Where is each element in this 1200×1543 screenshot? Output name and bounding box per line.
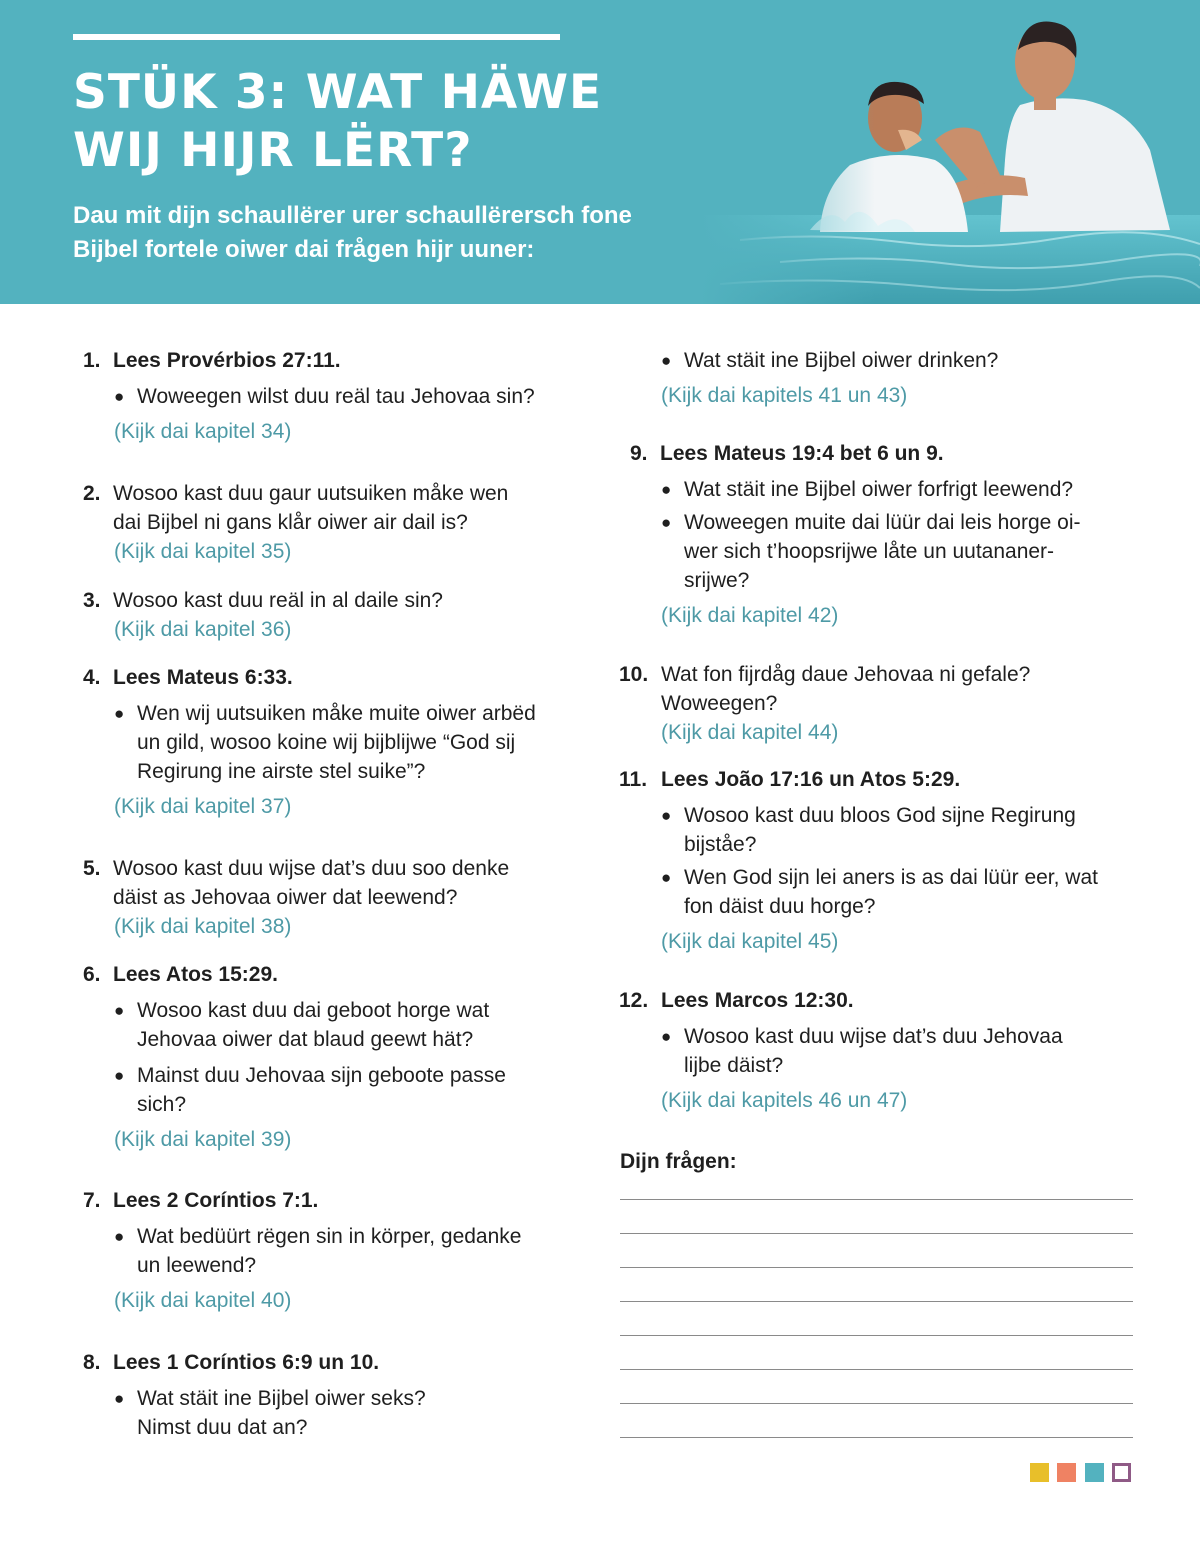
- chapter-reference: (Kijk dai kapitels 41 un 43): [661, 384, 908, 407]
- question-number: 11.: [619, 768, 648, 791]
- yellow-square-icon: [1030, 1463, 1049, 1482]
- bullet-text: [684, 1022, 1139, 1080]
- subtitle-line-2: Bijbel fortele oiwer dai frågen hijr uuner:: [73, 236, 535, 263]
- question-number: 5.: [83, 857, 101, 880]
- chapter-reference: (Kijk dai kapitel 40): [114, 1289, 292, 1312]
- bullet-line: lijbe däist?: [684, 1054, 784, 1077]
- bullet-dot-icon: ●: [114, 387, 125, 406]
- bullet-line: Nimst duu dat an?: [137, 1416, 308, 1439]
- chapter-reference: (Kijk dai kapitel 38): [114, 915, 292, 938]
- question-1: [83, 346, 583, 446]
- question-number: 3.: [83, 589, 101, 612]
- note-writing-line[interactable]: [620, 1437, 1133, 1438]
- page-title: [73, 64, 673, 180]
- question-text-line: Wosoo kast duu wijse dat’s duu soo denke: [113, 857, 510, 880]
- question-10: [619, 660, 1139, 747]
- question-number: 6.: [83, 963, 101, 986]
- question-number: 12.: [619, 989, 649, 1012]
- bullet-text: Wat stäit ine Bijbel oiwer drinken?: [684, 349, 999, 372]
- question-text-line: Wosoo kast duu gaur uutsuiken måke wen: [113, 482, 509, 505]
- question-4: [83, 663, 583, 821]
- chapter-reference: (Kijk dai kapitel 35): [114, 540, 292, 563]
- note-writing-line[interactable]: [620, 1233, 1133, 1234]
- question-lead: Lees Mateus 6:33.: [113, 666, 293, 689]
- bullet-text: Wat stäit ine Bijbel oiwer forfrigt leewend?: [684, 478, 1074, 501]
- chapter-reference: (Kijk dai kapitel 39): [114, 1128, 292, 1151]
- chapter-reference: (Kijk dai kapitel 36): [114, 618, 292, 641]
- chapter-reference: (Kijk dai kapitel 45): [661, 930, 839, 953]
- question-lead: Lees João 17:16 un Atos 5:29.: [661, 768, 961, 791]
- question-number: 1.: [83, 349, 101, 372]
- page-subtitle: [73, 199, 733, 267]
- question-text-line: däist as Jehovaa oiwer dat leewend?: [113, 886, 458, 909]
- bullet-text: [684, 508, 1140, 595]
- bullet-line: un leewend?: [137, 1254, 257, 1277]
- chapter-reference: (Kijk dai kapitel 44): [661, 721, 839, 744]
- note-writing-line[interactable]: [620, 1369, 1133, 1370]
- bullet-line: Wat bedüürt rëgen sin in körper, gedanke: [137, 1225, 522, 1248]
- question-3: [83, 586, 583, 644]
- bullet-text: [137, 1222, 583, 1280]
- question-8-continued: [630, 346, 1140, 410]
- bullet-text: [684, 863, 1139, 921]
- bullet-dot-icon: ●: [114, 704, 125, 723]
- bullet-line: wer sich t’hoopsrijwe låte un uutananer-: [684, 540, 1055, 563]
- chapter-reference: (Kijk dai kapitels 46 un 47): [661, 1089, 908, 1112]
- bullet-item: [83, 996, 583, 1054]
- question-2: [83, 479, 583, 566]
- note-writing-line[interactable]: [620, 1267, 1133, 1268]
- bullet-item: [83, 1222, 583, 1280]
- bullet-dot-icon: ●: [114, 1001, 125, 1020]
- bullet-dot-icon: ●: [114, 1227, 125, 1246]
- header-banner: [0, 0, 1200, 304]
- bullet-item: [83, 1061, 583, 1119]
- question-text-line: Woweegen?: [661, 692, 778, 715]
- bullet-dot-icon: ●: [114, 1389, 125, 1408]
- bullet-item: [83, 699, 583, 786]
- bullet-item: [619, 863, 1139, 921]
- bullet-text: [137, 1384, 583, 1442]
- question-number: 8.: [83, 1351, 101, 1374]
- question-text: [661, 660, 1139, 718]
- bullet-line: sich?: [137, 1093, 187, 1116]
- question-text-line: Wat fon fijrdåg daue Jehovaa ni gefale?: [661, 663, 1031, 686]
- question-lead: Lees Marcos 12:30.: [661, 989, 854, 1012]
- bullet-line: Woweegen muite dai lüür dai leis horge oi-: [684, 511, 1081, 534]
- bullet-item: [630, 346, 1140, 375]
- title-line-1: STÜK 3: WAT HÄWE: [73, 65, 603, 120]
- bullet-line: Wosoo kast duu dai geboot horge wat: [137, 999, 490, 1022]
- bullet-line: Wat stäit ine Bijbel oiwer seks?: [137, 1387, 426, 1410]
- header-rule: [73, 34, 560, 40]
- question-number: 10.: [619, 663, 649, 686]
- bullet-dot-icon: ●: [661, 513, 672, 532]
- question-12: [619, 986, 1139, 1115]
- note-writing-line[interactable]: [620, 1199, 1133, 1200]
- question-lead: Lees 2 Coríntios 7:1.: [113, 1189, 319, 1212]
- bullet-dot-icon: ●: [661, 480, 672, 499]
- bullet-text: Woweegen wilst duu reäl tau Jehovaa sin?: [137, 385, 535, 408]
- bullet-item: [83, 1384, 583, 1442]
- bullet-item: [619, 1022, 1139, 1080]
- question-11: [619, 765, 1139, 956]
- bullet-dot-icon: ●: [661, 1027, 672, 1046]
- bullet-line: Wen wij uutsuiken måke muite oiwer arbëd: [137, 702, 536, 725]
- question-7: [83, 1186, 583, 1315]
- bullet-line: Jehovaa oiwer dat blaud geewt hät?: [137, 1028, 474, 1051]
- bullet-item: [83, 382, 583, 411]
- bullet-line: Mainst duu Jehovaa sijn geboote passe: [137, 1064, 506, 1087]
- baptism-illustration: [700, 0, 1200, 304]
- question-number: 9.: [630, 442, 648, 465]
- question-text: Wosoo kast duu reäl in al daile sin?: [113, 589, 443, 612]
- note-writing-line[interactable]: [620, 1335, 1133, 1336]
- question-text: [113, 479, 583, 537]
- question-8: [83, 1348, 583, 1442]
- bullet-line: srijwe?: [684, 569, 750, 592]
- bullet-dot-icon: ●: [661, 806, 672, 825]
- bullet-item: [630, 475, 1140, 504]
- bullet-dot-icon: ●: [661, 351, 672, 370]
- question-9: [630, 439, 1140, 630]
- bullet-dot-icon: ●: [114, 1066, 125, 1085]
- bullet-line: Regirung ine airste stel suike”?: [137, 760, 426, 783]
- bullet-line: bijståe?: [684, 833, 757, 856]
- title-line-2: WIJ HIJR LËRT?: [73, 123, 473, 178]
- question-5: [83, 854, 583, 941]
- question-lead: Lees Provérbios 27:11.: [113, 349, 341, 372]
- bullet-line: fon däist duu horge?: [684, 895, 876, 918]
- note-writing-line[interactable]: [620, 1301, 1133, 1302]
- bullet-line: Wosoo kast duu bloos God sijne Regirung: [684, 804, 1076, 827]
- note-writing-line[interactable]: [620, 1403, 1133, 1404]
- teal-square-icon: [1085, 1463, 1104, 1482]
- bullet-line: Wen God sijn lei aners is as dai lüür eer, wat: [684, 866, 1098, 889]
- notes-label: Dijn frågen:: [620, 1150, 737, 1173]
- orange-square-icon: [1057, 1463, 1076, 1482]
- question-number: 7.: [83, 1189, 101, 1212]
- bullet-dot-icon: ●: [661, 868, 672, 887]
- bullet-line: un gild, wosoo koine wij bijblijwe “God sij: [137, 731, 516, 754]
- question-lead: Lees 1 Coríntios 6:9 un 10.: [113, 1351, 380, 1374]
- question-text-line: dai Bijbel ni gans klår oiwer air dail is?: [113, 511, 468, 534]
- bullet-item: [619, 801, 1139, 859]
- chapter-reference: (Kijk dai kapitel 34): [114, 420, 292, 443]
- question-lead: Lees Mateus 19:4 bet 6 un 9.: [660, 442, 944, 465]
- chapter-reference: (Kijk dai kapitel 37): [114, 795, 292, 818]
- bullet-line: Wosoo kast duu wijse dat’s duu Jehovaa: [684, 1025, 1063, 1048]
- question-6: [83, 960, 583, 1154]
- question-lead: Lees Atos 15:29.: [113, 963, 278, 986]
- chapter-reference: (Kijk dai kapitel 42): [661, 604, 839, 627]
- bullet-text: [684, 801, 1139, 859]
- outline-square-icon: [1112, 1463, 1131, 1482]
- bullet-item: [630, 508, 1140, 595]
- question-number: 2.: [83, 482, 101, 505]
- bullet-text: [137, 1061, 583, 1119]
- question-text: [113, 854, 583, 912]
- bullet-text: [137, 996, 583, 1054]
- subtitle-line-1: Dau mit dijn schaullërer urer schaullërersch fone: [73, 202, 632, 229]
- bullet-text: [137, 699, 583, 786]
- question-number: 4.: [83, 666, 101, 689]
